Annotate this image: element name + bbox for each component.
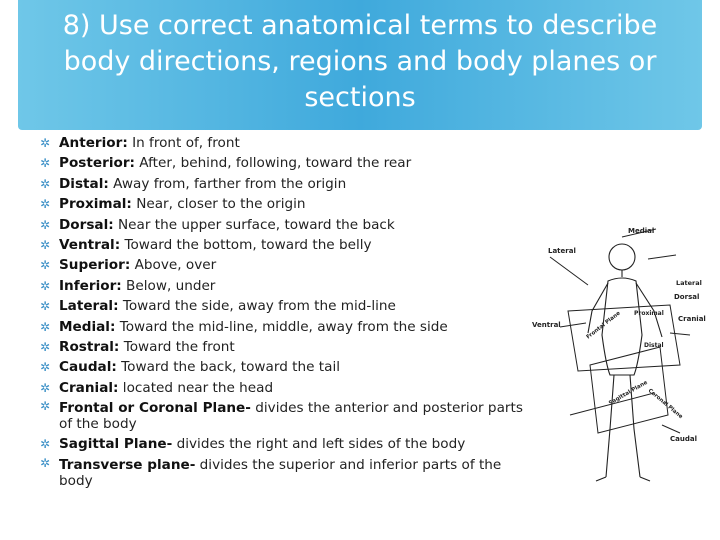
term-definition: Near the upper surface, toward the back (113, 216, 395, 233)
term-definition: In front of, front (127, 135, 240, 151)
term-label: Posterior: (59, 155, 135, 172)
term-definition: Toward the bottom, toward the belly (120, 237, 372, 254)
asterisk-bullet-icon: ✲ (40, 340, 51, 355)
term-definition: Below, under (121, 277, 216, 294)
term-label: Ventral: (59, 237, 121, 254)
asterisk-bullet-icon: ✲ (40, 360, 51, 375)
list-item (40, 378, 530, 398)
asterisk-bullet-icon: ✲ (40, 156, 51, 171)
term-definition: Above, over (130, 257, 217, 274)
label-sagittal-plane: Sagittal Plane (608, 379, 649, 407)
label-ventral: Ventral (532, 321, 561, 329)
label-caudal: Caudal (670, 435, 697, 443)
term-definition: Toward the side, away from the mid-line (118, 298, 396, 315)
asterisk-bullet-icon: ✲ (40, 197, 51, 212)
asterisk-bullet-icon: ✲ (40, 258, 51, 273)
term-label: Transverse plane- (59, 456, 196, 473)
label-lateral: Lateral (548, 247, 576, 255)
asterisk-bullet-icon: ✲ (40, 437, 51, 452)
term-label: Superior: (59, 257, 131, 274)
term-label: Dorsal: (59, 216, 114, 233)
asterisk-bullet-icon: ✲ (40, 278, 51, 293)
anatomy-figure (530, 215, 720, 515)
term-label: Caudal: (59, 359, 117, 376)
list-item (40, 296, 530, 316)
list-item (40, 133, 530, 153)
asterisk-bullet-icon: ✲ (40, 380, 51, 395)
label-frontal-plane: Frontal Plane (585, 310, 622, 341)
label-proximal: Proximal (634, 310, 664, 317)
asterisk-bullet-icon: ✲ (40, 136, 51, 150)
term-label: Inferior: (59, 277, 122, 294)
term-definition: Toward the back, toward the tail (116, 359, 341, 376)
term-label: Sagittal Plane- (59, 436, 173, 453)
term-label: Lateral: (59, 298, 119, 315)
term-label: Distal: (59, 175, 109, 192)
term-definition: Toward the mid-line, middle, away from the side (115, 318, 448, 335)
term-label: Medial: (59, 318, 116, 335)
asterisk-bullet-icon: ✲ (40, 455, 51, 470)
term-label: Rostral: (59, 339, 120, 356)
list-item (40, 194, 530, 214)
term-list (40, 133, 530, 491)
asterisk-bullet-icon: ✲ (40, 176, 51, 191)
term-definition: divides the anterior and posterior parts of the body (59, 400, 523, 433)
asterisk-bullet-icon: ✲ (40, 399, 51, 414)
list-item (40, 235, 530, 255)
term-definition: located near the head (118, 379, 274, 396)
term-definition: divides the superior and inferior parts of the body (59, 456, 502, 489)
term-definition: divides the right and left sides of the body (172, 436, 466, 453)
asterisk-bullet-icon: ✲ (40, 319, 51, 334)
label-distal: Distal (644, 342, 664, 349)
list-item (40, 455, 530, 491)
list-item (40, 215, 530, 235)
list-item (40, 357, 530, 377)
label-coronal-plane: Coronal Plane (646, 387, 684, 421)
slide-title: 8) Use correct anatomical terms to describe body directions, regions and body planes or sections (62, 10, 658, 113)
term-definition: Near, closer to the origin (131, 196, 306, 213)
asterisk-bullet-icon: ✲ (40, 238, 51, 253)
label-dorsal: Dorsal (674, 293, 700, 301)
list-item (40, 398, 530, 434)
asterisk-bullet-icon: ✲ (40, 217, 51, 232)
label-lateral-right: Lateral (676, 279, 702, 287)
list-item (40, 276, 530, 296)
term-label: Frontal or Coronal Plane- (59, 400, 251, 417)
label-medial: Medial (628, 227, 655, 235)
term-label: Anterior: (59, 135, 128, 151)
term-definition: Away from, farther from the origin (108, 175, 347, 192)
list-item (40, 174, 530, 194)
asterisk-bullet-icon: ✲ (40, 299, 51, 314)
body-planes (568, 305, 680, 433)
list-item (40, 153, 530, 173)
term-definition: Toward the front (119, 339, 235, 356)
term-label: Cranial: (59, 379, 119, 396)
list-item (40, 337, 530, 357)
list-item (40, 317, 530, 337)
label-cranial: Cranial (678, 315, 706, 323)
list-item (40, 434, 530, 454)
term-label: Proximal: (59, 196, 132, 213)
list-item (40, 255, 530, 275)
term-definition: After, behind, following, toward the rear (134, 155, 412, 172)
